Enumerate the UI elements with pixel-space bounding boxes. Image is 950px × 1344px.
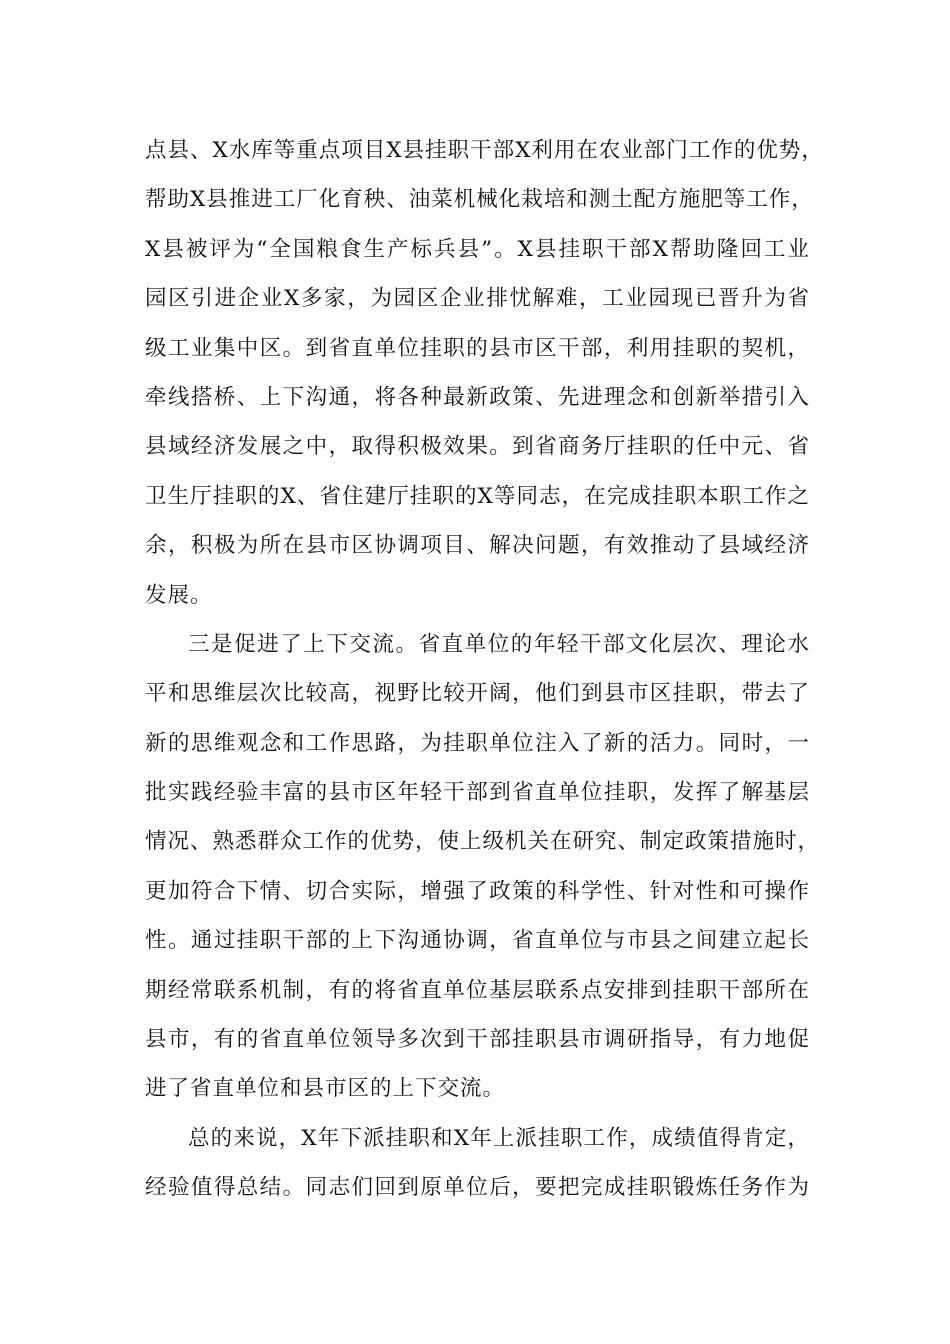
text-line: 园区引进企业X多家，为园区企业排忧解难，工业园现已晋升为省 [145,286,810,312]
text-line: 县域经济发展之中，取得积极效果。到省商务厅挂职的任中元、省 [145,434,810,460]
body-text [145,126,824,1213]
text-line: X县被评为“全国粮食生产标兵县”。X县挂职干部X帮助隆回工业 [145,236,810,262]
text-line: 情况、熟悉群众工作的优势，使上级机关在研究、制定政策措施时， [145,829,821,855]
text-line: 平和思维层次比较高，视野比较开阔，他们到县市区挂职，带去了 [145,681,810,707]
text-line: 点县、X水库等重点项目X县挂职干部X利用在农业部门工作的优势， [145,138,824,163]
text-line: 更加符合下情、切合实际，增强了政策的科学性、针对性和可操作 [145,878,810,904]
text-line: 进了省直单位和县市区的上下交流。 [145,1076,506,1102]
text-line: 级工业集中区。到省直单位挂职的县市区干部，利用挂职的契机， [145,335,810,361]
text-line: 发展。 [145,582,213,608]
text-line: 新的思维观念和工作思路，为挂职单位注入了新的活力。同时，一 [145,730,810,756]
paragraph-start-line: 三是促进了上下交流。省直单位的年轻干部文化层次、理论水 [188,631,810,657]
paragraph-start-line: 总的来说，X年下派挂职和X年上派挂职工作，成绩值得肯定， [188,1125,810,1151]
text-line: 余，积极为所在县市区协调项目、解决问题，有效推动了县域经济 [145,533,810,559]
text-line: 期经常联系机制，有的将省直单位基层联系点安排到挂职干部所在 [145,977,810,1003]
text-line: 批实践经验丰富的县市区年轻干部到省直单位挂职，发挥了解基层 [145,780,810,806]
text-line: 经验值得总结。同志们回到原单位后，要把完成挂职锻炼任务作为 [145,1175,810,1201]
text-line: 县市，有的省直单位领导多次到干部挂职县市调研指导，有力地促 [145,1027,810,1053]
text-line: 帮助X县推进工厂化育秧、油菜机械化栽培和测土配方施肥等工作， [145,187,814,213]
text-line: 牵线搭桥、上下沟通，将各种最新政策、先进理念和创新举措引入 [145,384,810,410]
text-line: 卫生厅挂职的X、省住建厅挂职的X等同志，在完成挂职本职工作之 [145,483,810,509]
text-line: 性。通过挂职干部的上下沟通协调，省直单位与市县之间建立起长 [145,928,810,954]
